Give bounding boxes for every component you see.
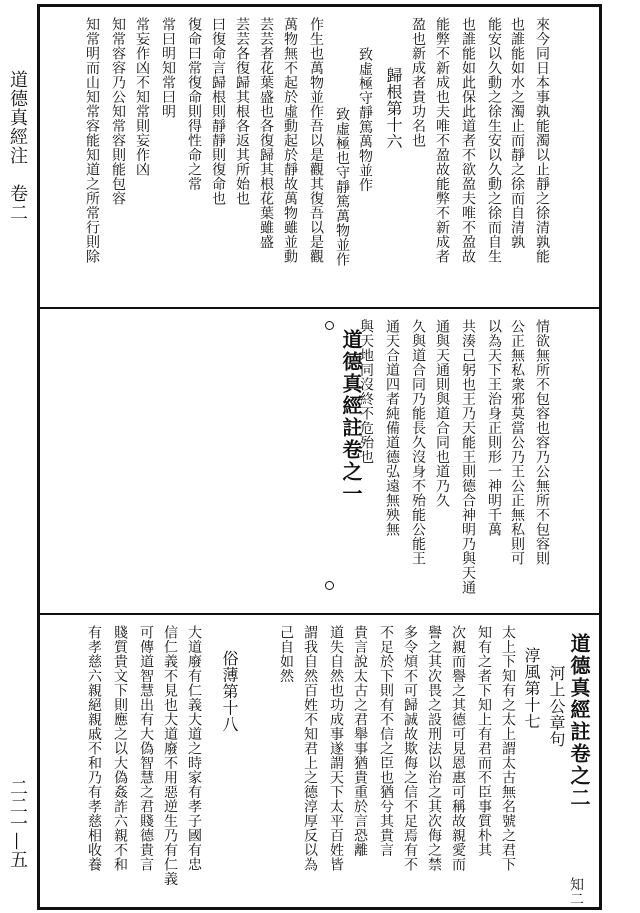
binding-hole-mark — [325, 321, 334, 330]
text-column: 公正無私衆邪莫當公乃王公正無私則可 — [509, 319, 525, 566]
binding-hole-mark — [325, 581, 334, 590]
panel-divider-bottom — [40, 613, 599, 615]
text-column: 貴言說太古之君舉事猶貴重於言恐離 — [352, 625, 368, 857]
text-column: 盈也新成者貴功名也 — [410, 17, 426, 148]
text-column: 常妄作凶不知常則妄作凶 — [134, 17, 150, 177]
volume-end-title: 道德真經註卷之一 — [339, 329, 363, 505]
text-column: 久與道合同乃能長久沒身不殆能公能王 — [410, 319, 426, 566]
text-column: 譽之其次畏之設刑法以治之其次侮之禁 — [426, 625, 442, 872]
text-column: 知常容容乃公知常容則能包容 — [110, 17, 126, 206]
volume-title: 道德真經註卷之二 — [567, 633, 591, 809]
text-column: 有孝慈六親絕親戚不和乃有孝慈相收養 — [86, 625, 102, 872]
text-column: 萬物無不起於虛動起於靜故萬物雖並動 — [282, 17, 298, 264]
page-frame — [37, 4, 602, 910]
margin-page-number: 二二一—五 — [7, 778, 28, 868]
text-column: 謂我自然百姓不知君上之德淳厚反以為 — [302, 625, 318, 872]
text-column: 知有之者下知上有君而不臣事質朴其 — [476, 625, 492, 857]
text-column: 通與天通則與道合同也道乃久 — [434, 319, 450, 508]
panel-divider-top — [40, 307, 599, 309]
text-column: 以為天下王治身正則形一神明千萬 — [486, 319, 502, 537]
text-column: 作生也萬物並作吾以是觀其復吾以是觀 — [308, 17, 324, 264]
volume-subtitle: 河上公章句 — [547, 665, 566, 748]
text-column: 共湊己躬也王乃天能王則德合神明乃與天通 — [460, 319, 476, 595]
text-column: 次親而譽之其德可見恩惠可稱故親愛而 — [450, 625, 466, 872]
text-column: 能弊不新成也夫唯不盈故能弊不新成者 — [434, 17, 450, 264]
section-heading-guigen: 歸根第十六 — [384, 67, 403, 150]
text-column: 曰復命言歸根則靜靜則復命也 — [210, 17, 226, 206]
text-column: 情欲無所不包容也容乃公無所不包容則 — [534, 319, 550, 566]
text-column: 不足於下則有不信之臣也猶兮其貴言 — [378, 625, 394, 857]
text-column: 芸芸者花葉盛也各復歸其根花葉雖盛 — [258, 17, 274, 249]
text-column: 也誰能如水之濁止而靜之徐而自清孰 — [509, 17, 525, 249]
text-column: 知常明而山知常容能知道之所常行則除 — [84, 17, 100, 264]
text-column: 可傳道智慧出有大偽智慧之君賤德貴言 — [138, 625, 154, 872]
sheet-mark: 知二 — [568, 877, 584, 906]
text-column: 賤質貴文下則應之以大偽姦詐六親不和 — [112, 625, 128, 872]
margin-book-title: 道德真經注 卷二 — [7, 70, 28, 222]
text-column: 己自如然 — [278, 625, 294, 683]
text-column: 致虛極也守靜篤萬物並作 — [334, 107, 350, 267]
section-heading: 俗薄第十八 — [220, 650, 239, 733]
text-column: 通天合道四者純備道德弘遠無殃無 — [384, 319, 400, 537]
text-column: 來今同日本事孰能濁以止靜之徐清孰能 — [534, 17, 550, 264]
text-column: 與天地同沒終不危殆也 — [358, 319, 374, 464]
text-column: 信仁義不見也大道廢不用惡逆生乃有仁義 — [162, 625, 178, 886]
text-column: 能安以久動之徐生安以久動之徐而自生 — [486, 17, 502, 264]
text-column: 太上下知有之太上謂太古無名號之君下 — [500, 625, 516, 872]
text-column: 多令煩不可歸誠故欺侮之信不足焉有不 — [402, 625, 418, 872]
text-column: 大道廢有仁義大道之時家有孝子國有忠 — [186, 625, 202, 872]
text-column: 致虛極守靜篤萬物並作 — [357, 47, 373, 192]
text-column: 芸芸各復歸其根各返其所始也 — [234, 17, 250, 206]
text-column: 道失自然也功成事遂謂天下太平百姓皆 — [328, 625, 344, 872]
text-column: 也誰能如此保此道者不欲盈夫唯不盈故 — [460, 17, 476, 264]
text-column: 常曰明知常曰明 — [160, 17, 176, 119]
text-column: 復命曰常復命則得性命之常 — [186, 17, 202, 191]
section-heading: 淳風第十七 — [522, 647, 541, 730]
